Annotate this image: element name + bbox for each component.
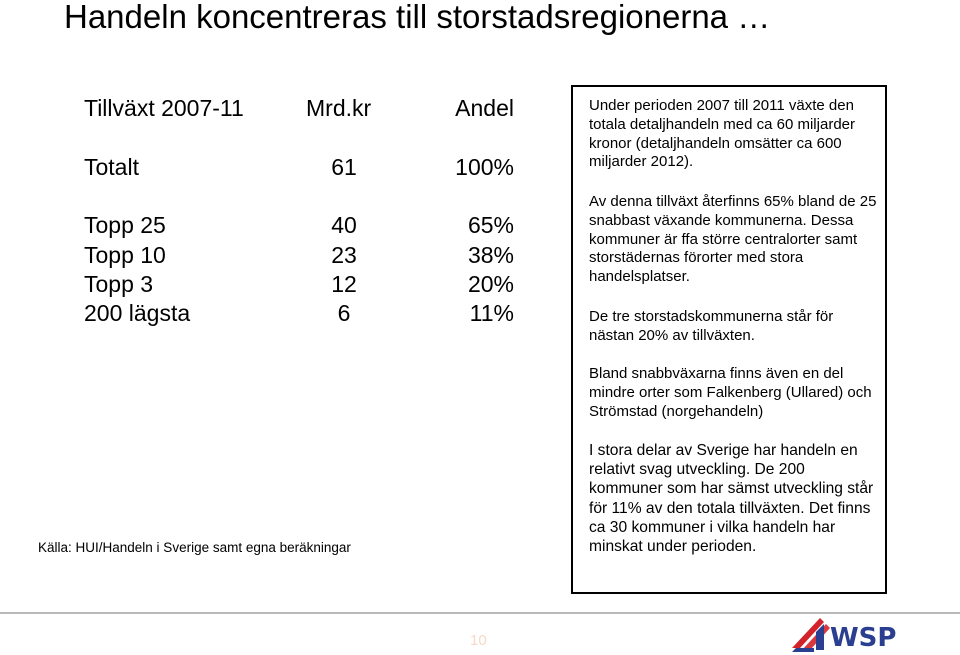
row-mrd: 6	[337, 300, 351, 326]
header-mrd: Mrd.kr	[306, 95, 372, 121]
row-andel: 100%	[455, 154, 514, 180]
row-andel: 11%	[469, 300, 514, 326]
row-label: Topp 25	[84, 212, 166, 238]
row-mrd: 23	[331, 242, 357, 268]
logo-wordmark: WSP	[830, 623, 897, 653]
paragraph-growth: Under perioden 2007 till 2011 växte den totala detaljhandeln med ca 60 miljarder kronor (detaljhandeln omsätter ca 600 miljarder 2012).	[589, 97, 855, 171]
paragraph-fast-growers: Bland snabbväxarna finns även en del mindre orter som Falkenberg (Ullared) och Strömstad (norgehandeln)	[589, 365, 872, 420]
paragraph-top25: Av denna tillväxt återfinns 65% bland de 25 snabbast växande kommunerna. Dessa kommuner är ffa större centralorter samt storstädernas förorter med stora handelsplatser.	[589, 193, 877, 286]
row-label: Totalt	[84, 154, 139, 180]
row-label: Topp 10	[84, 242, 166, 268]
row-mrd: 61	[331, 154, 357, 180]
slide-title: Handeln koncentreras till storstadsregionerna …	[64, 0, 771, 35]
row-andel: 65%	[467, 212, 514, 238]
row-mrd: 12	[331, 271, 357, 297]
wsp-logo	[790, 612, 940, 655]
commentary-box	[571, 85, 887, 594]
row-label: 200 lägsta	[84, 300, 191, 326]
row-andel: 38%	[467, 242, 514, 268]
table-row	[84, 239, 514, 271]
paragraph-weak-growth: I stora delar av Sverige har handeln en relativt svag utveckling. De 200 kommuner som har sämst utveckling står för 11% av den totala tillväxten. Det finns ca 30 kommuner i vilka handeln har minskat under perioden.	[589, 442, 874, 556]
table-row	[84, 209, 514, 241]
source-note: Källa: HUI/Handeln i Sverige samt egna beräkningar	[38, 540, 351, 555]
table-header-row	[84, 92, 514, 124]
table-row	[84, 151, 514, 183]
row-mrd: 40	[331, 212, 357, 238]
header-andel: Andel	[455, 95, 514, 121]
row-andel: 20%	[467, 271, 514, 297]
row-label: Topp 3	[84, 271, 154, 297]
page-number: 10	[470, 632, 487, 649]
paragraph-top3: De tre storstadskommunerna står för nästan 20% av tillväxten.	[589, 308, 834, 344]
header-label: Tillväxt 2007-11	[84, 95, 244, 121]
table-row	[84, 297, 514, 329]
table-row	[84, 268, 514, 300]
